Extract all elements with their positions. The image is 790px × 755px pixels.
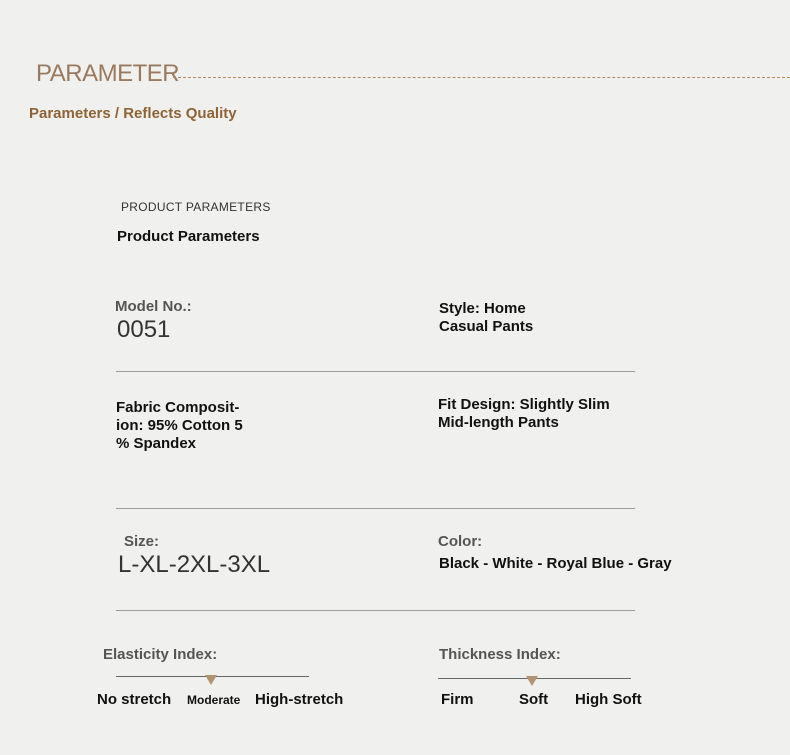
style-value: [439, 300, 533, 336]
section-subtitle: Parameters / Reflects Quality: [29, 105, 237, 122]
style-line-2: Casual Pants: [439, 318, 534, 335]
model-label: Model No.:: [115, 298, 192, 315]
style-line-1: Style: Home: [439, 300, 526, 317]
color-value: Black - White - Royal Blue - Gray: [439, 555, 672, 572]
section-title: PARAMETER: [36, 60, 180, 87]
model-value: 0051: [117, 316, 171, 343]
product-parameters-heading-en: PRODUCT PARAMETERS: [121, 200, 271, 214]
divider: [116, 610, 635, 611]
size-value: L-XL-2XL-3XL: [118, 551, 271, 578]
divider: [116, 371, 635, 372]
fit-line-1: Fit Design: Slightly Slim: [438, 396, 610, 413]
size-label: Size:: [124, 533, 160, 550]
dashed-divider: [173, 77, 790, 78]
fit-design: [438, 396, 610, 432]
thickness-option: Firm: [441, 691, 474, 708]
thickness-option-selected: Soft: [519, 691, 549, 708]
thickness-index-label: Thickness Index:: [439, 646, 561, 663]
elasticity-option: High-stretch: [255, 691, 344, 708]
elasticity-option-selected: Moderate: [187, 693, 241, 707]
elasticity-index-label: Elasticity Index:: [103, 646, 218, 663]
fit-line-2: Mid-length Pants: [438, 414, 559, 431]
thickness-marker-icon: [526, 676, 538, 686]
divider: [116, 508, 635, 509]
fabric-composition: Fabric Composit- ion: 95% Cotton 5 % Spandex: [116, 399, 243, 452]
color-label: Color:: [438, 533, 483, 550]
thickness-option: High Soft: [575, 691, 642, 708]
elasticity-option: No stretch: [97, 691, 172, 708]
product-parameters-heading: Product Parameters: [117, 228, 260, 245]
elasticity-marker-icon: [205, 675, 217, 685]
